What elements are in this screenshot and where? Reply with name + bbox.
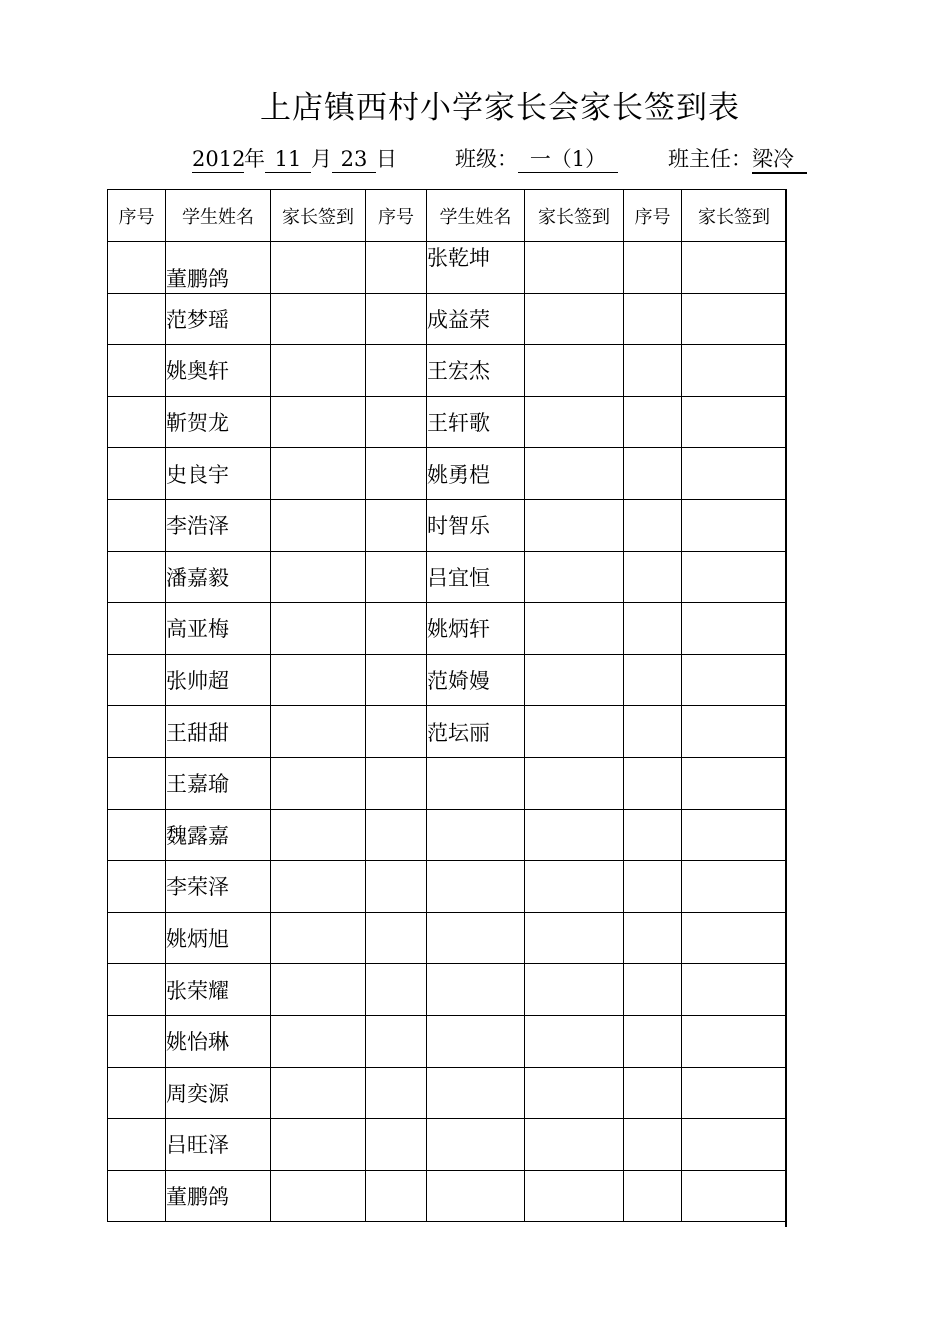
serial-number-cell: [366, 1015, 427, 1067]
header-cell: 序号: [108, 190, 166, 242]
parent-signature-cell[interactable]: [682, 345, 787, 397]
serial-number-cell: [624, 757, 682, 809]
serial-number-cell: [624, 603, 682, 655]
year-value: 2012: [192, 147, 246, 171]
serial-number-cell: [366, 242, 427, 294]
serial-number-cell: [366, 654, 427, 706]
table-row: [108, 706, 787, 758]
table-right-border: [785, 189, 787, 1227]
header-cell: 家长签到: [682, 190, 787, 242]
serial-number-cell: [366, 809, 427, 861]
parent-signature-cell[interactable]: [271, 912, 366, 964]
table-row: [108, 603, 787, 655]
serial-number-cell: [108, 603, 166, 655]
parent-signature-cell[interactable]: [682, 1170, 787, 1222]
parent-signature-cell[interactable]: [682, 448, 787, 500]
year-label: 年: [244, 147, 265, 171]
serial-number-cell: [108, 706, 166, 758]
parent-signature-cell[interactable]: [271, 654, 366, 706]
student-name-cell: 魏露嘉: [166, 809, 271, 861]
serial-number-cell: [366, 964, 427, 1016]
parent-signature-cell[interactable]: [271, 396, 366, 448]
header-cell: 学生姓名: [427, 190, 525, 242]
student-name-cell: 王嘉瑜: [166, 757, 271, 809]
header-cell: 家长签到: [271, 190, 366, 242]
table-row: [108, 1170, 787, 1222]
serial-number-cell: [624, 1119, 682, 1171]
parent-signature-cell[interactable]: [525, 654, 624, 706]
student-name-cell: 张荣耀: [166, 964, 271, 1016]
empty-name-cell: [427, 1119, 525, 1171]
student-name-cell: 时智乐: [427, 499, 525, 551]
serial-number-cell: [366, 448, 427, 500]
empty-name-cell: [427, 964, 525, 1016]
serial-number-cell: [108, 1015, 166, 1067]
serial-number-cell: [108, 1119, 166, 1171]
parent-signature-cell[interactable]: [271, 757, 366, 809]
serial-number-cell: [108, 964, 166, 1016]
serial-number-cell: [108, 809, 166, 861]
serial-number-cell: [366, 345, 427, 397]
parent-signature-cell[interactable]: [271, 1119, 366, 1171]
serial-number-cell: [624, 809, 682, 861]
teacher-line: [668, 146, 807, 174]
parent-signature-cell[interactable]: [271, 242, 366, 294]
table-row: [108, 293, 787, 345]
parent-signature-cell[interactable]: [682, 551, 787, 603]
parent-signature-cell[interactable]: [271, 964, 366, 1016]
parent-signature-cell[interactable]: [682, 1067, 787, 1119]
empty-name-cell: [427, 1067, 525, 1119]
parent-signature-cell[interactable]: [525, 396, 624, 448]
page-title: 上店镇西村小学家长会家长签到表: [260, 90, 740, 126]
date-line: [192, 146, 397, 173]
student-name-cell: 姚炳轩: [427, 603, 525, 655]
parent-signature-cell[interactable]: [271, 448, 366, 500]
table-row: [108, 964, 787, 1016]
parent-signature-cell[interactable]: [271, 706, 366, 758]
table-row: [108, 654, 787, 706]
parent-signature-cell[interactable]: [525, 706, 624, 758]
teacher-label: 班主任：: [668, 147, 752, 171]
serial-number-cell: [624, 448, 682, 500]
parent-signature-cell[interactable]: [682, 654, 787, 706]
student-name-cell: 史良宇: [166, 448, 271, 500]
student-name-cell: 姚奥轩: [166, 345, 271, 397]
parent-signature-cell[interactable]: [271, 809, 366, 861]
student-name-cell: 范坛丽: [427, 706, 525, 758]
serial-number-cell: [108, 1067, 166, 1119]
serial-number-cell: [366, 396, 427, 448]
parent-signature-cell[interactable]: [682, 396, 787, 448]
serial-number-cell: [366, 603, 427, 655]
parent-signature-cell[interactable]: [525, 1015, 624, 1067]
parent-signature-cell[interactable]: [271, 1170, 366, 1222]
student-name-cell: 李浩泽: [166, 499, 271, 551]
parent-signature-cell[interactable]: [682, 293, 787, 345]
parent-signature-cell[interactable]: [525, 345, 624, 397]
student-name-cell: 张乾坤: [427, 242, 525, 294]
student-name-cell: 李荣泽: [166, 861, 271, 913]
parent-signature-cell[interactable]: [525, 293, 624, 345]
parent-signature-cell[interactable]: [271, 1067, 366, 1119]
parent-signature-cell[interactable]: [525, 603, 624, 655]
empty-name-cell: [427, 809, 525, 861]
parent-signature-cell[interactable]: [525, 499, 624, 551]
teacher-value: 梁冷: [752, 146, 807, 174]
student-name-cell: 范梦瑶: [166, 293, 271, 345]
header-cell: 序号: [624, 190, 682, 242]
class-label: 班级：: [455, 147, 518, 171]
table-row: [108, 912, 787, 964]
serial-number-cell: [108, 757, 166, 809]
serial-number-cell: [108, 345, 166, 397]
header-row: [108, 190, 787, 242]
parent-signature-cell[interactable]: [525, 242, 624, 294]
serial-number-cell: [624, 654, 682, 706]
parent-signature-cell[interactable]: [682, 603, 787, 655]
student-name-cell: 潘嘉毅: [166, 551, 271, 603]
student-name-cell: 范婍嫚: [427, 654, 525, 706]
sign-in-table: [107, 189, 787, 1222]
parent-signature-cell[interactable]: [682, 1015, 787, 1067]
parent-signature-cell[interactable]: [682, 706, 787, 758]
parent-signature-cell[interactable]: [682, 757, 787, 809]
table-row: [108, 242, 787, 294]
serial-number-cell: [624, 964, 682, 1016]
parent-signature-cell[interactable]: [525, 1067, 624, 1119]
serial-number-cell: [624, 912, 682, 964]
parent-signature-cell[interactable]: [525, 809, 624, 861]
table-row: [108, 1067, 787, 1119]
serial-number-cell: [108, 242, 166, 294]
serial-number-cell: [108, 293, 166, 345]
serial-number-cell: [624, 242, 682, 294]
serial-number-cell: [624, 551, 682, 603]
parent-signature-cell[interactable]: [682, 912, 787, 964]
serial-number-cell: [366, 1170, 427, 1222]
empty-name-cell: [427, 757, 525, 809]
header-cell: 家长签到: [525, 190, 624, 242]
parent-signature-cell[interactable]: [271, 345, 366, 397]
empty-name-cell: [427, 1170, 525, 1222]
month-label: 月: [311, 147, 332, 171]
student-name-cell: 王宏杰: [427, 345, 525, 397]
table-row: [108, 396, 787, 448]
empty-name-cell: [427, 1015, 525, 1067]
parent-signature-cell[interactable]: [682, 242, 787, 294]
parent-signature-cell[interactable]: [271, 603, 366, 655]
empty-name-cell: [427, 912, 525, 964]
table-row: [108, 448, 787, 500]
day-label: 日: [376, 147, 397, 171]
table-row: [108, 1119, 787, 1171]
serial-number-cell: [108, 861, 166, 913]
serial-number-cell: [366, 912, 427, 964]
parent-signature-cell[interactable]: [271, 293, 366, 345]
table-row: [108, 809, 787, 861]
header-cell: 学生姓名: [166, 190, 271, 242]
serial-number-cell: [108, 1170, 166, 1222]
table-body: [108, 242, 787, 1222]
serial-number-cell: [366, 1119, 427, 1171]
serial-number-cell: [624, 345, 682, 397]
class-line: [455, 146, 618, 173]
serial-number-cell: [624, 861, 682, 913]
table-row: [108, 861, 787, 913]
serial-number-cell: [366, 551, 427, 603]
parent-signature-cell[interactable]: [682, 861, 787, 913]
class-value: 一（1）: [518, 146, 618, 173]
parent-signature-cell[interactable]: [682, 499, 787, 551]
serial-number-cell: [108, 448, 166, 500]
parent-signature-cell[interactable]: [525, 551, 624, 603]
serial-number-cell: [366, 706, 427, 758]
table-row: [108, 345, 787, 397]
parent-signature-cell[interactable]: [525, 861, 624, 913]
student-name-cell: 王轩歌: [427, 396, 525, 448]
parent-signature-cell[interactable]: [525, 964, 624, 1016]
empty-name-cell: [427, 861, 525, 913]
student-name-cell: 董鹏鸽: [166, 242, 271, 294]
student-name-cell: 姚炳旭: [166, 912, 271, 964]
student-name-cell: 吕旺泽: [166, 1119, 271, 1171]
parent-signature-cell[interactable]: [682, 1119, 787, 1171]
student-name-cell: 董鹏鸽: [166, 1170, 271, 1222]
serial-number-cell: [624, 1170, 682, 1222]
serial-number-cell: [366, 757, 427, 809]
parent-signature-cell[interactable]: [525, 1119, 624, 1171]
student-name-cell: 姚怡琳: [166, 1015, 271, 1067]
table-row: [108, 499, 787, 551]
serial-number-cell: [366, 861, 427, 913]
student-name-cell: 姚勇桤: [427, 448, 525, 500]
month-value: 11: [265, 146, 311, 173]
parent-signature-cell[interactable]: [525, 757, 624, 809]
parent-signature-cell[interactable]: [271, 551, 366, 603]
serial-number-cell: [624, 1015, 682, 1067]
day-value: 23: [332, 146, 376, 173]
serial-number-cell: [366, 499, 427, 551]
student-name-cell: 王甜甜: [166, 706, 271, 758]
parent-signature-cell[interactable]: [271, 499, 366, 551]
serial-number-cell: [624, 293, 682, 345]
parent-signature-cell[interactable]: [271, 861, 366, 913]
serial-number-cell: [624, 706, 682, 758]
header-cell: 序号: [366, 190, 427, 242]
parent-signature-cell[interactable]: [682, 809, 787, 861]
serial-number-cell: [366, 293, 427, 345]
serial-number-cell: [108, 396, 166, 448]
serial-number-cell: [108, 654, 166, 706]
serial-number-cell: [624, 499, 682, 551]
parent-signature-cell[interactable]: [525, 912, 624, 964]
table-row: [108, 757, 787, 809]
serial-number-cell: [108, 912, 166, 964]
serial-number-cell: [366, 1067, 427, 1119]
student-name-cell: 成益荣: [427, 293, 525, 345]
parent-signature-cell[interactable]: [525, 448, 624, 500]
student-name-cell: 吕宜恒: [427, 551, 525, 603]
student-name-cell: 靳贺龙: [166, 396, 271, 448]
table-row: [108, 551, 787, 603]
student-name-cell: 周奕源: [166, 1067, 271, 1119]
parent-signature-cell[interactable]: [271, 1015, 366, 1067]
serial-number-cell: [108, 551, 166, 603]
serial-number-cell: [624, 1067, 682, 1119]
parent-signature-cell[interactable]: [525, 1170, 624, 1222]
serial-number-cell: [624, 396, 682, 448]
parent-signature-cell[interactable]: [682, 964, 787, 1016]
table-row: [108, 1015, 787, 1067]
student-name-cell: 高亚梅: [166, 603, 271, 655]
serial-number-cell: [108, 499, 166, 551]
student-name-cell: 张帅超: [166, 654, 271, 706]
